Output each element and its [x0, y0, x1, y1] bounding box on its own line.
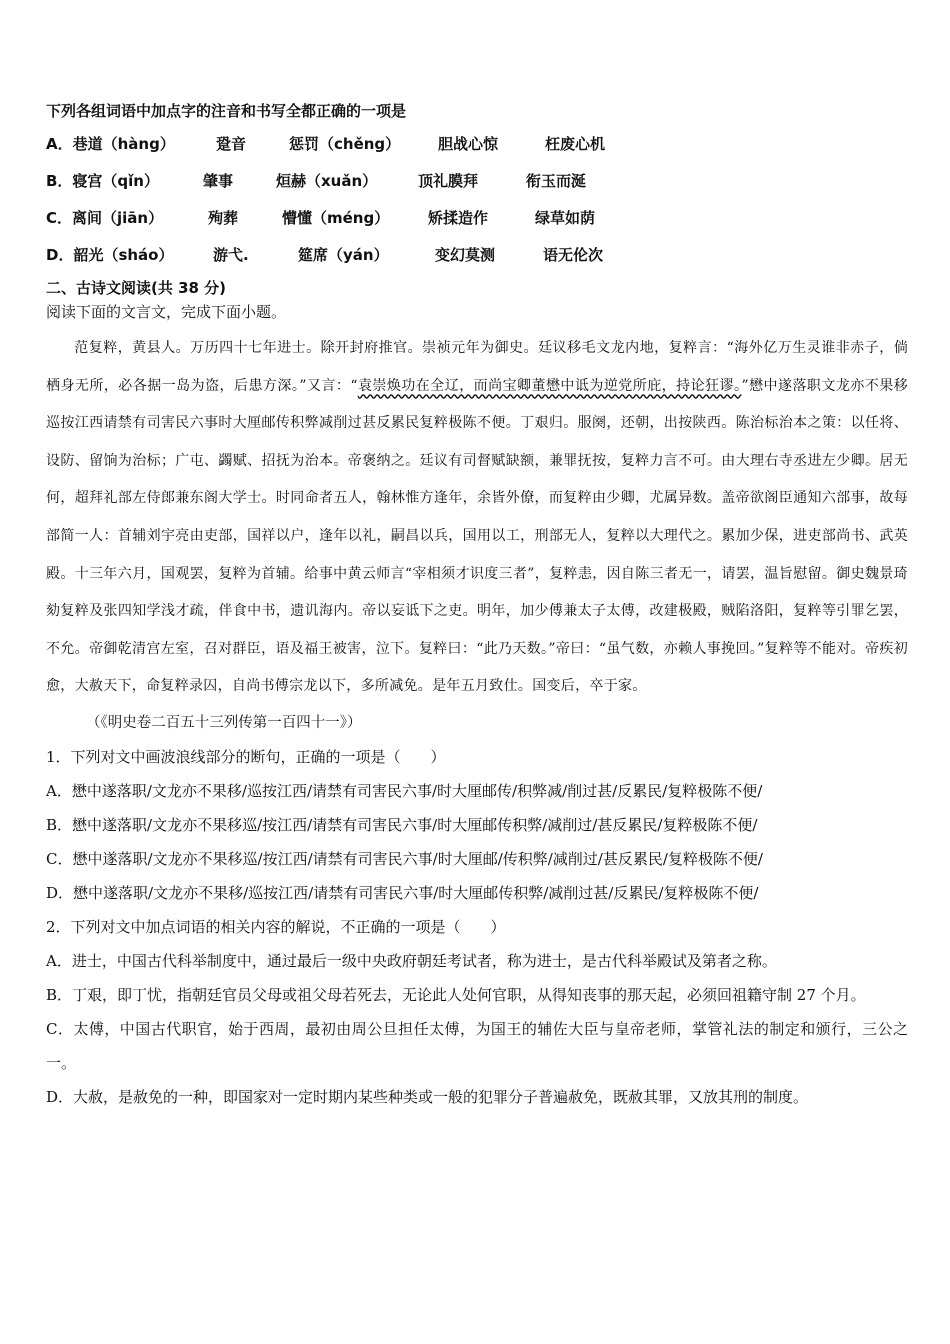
option-c: C．离间（jiān） 殉葬 懵懂（méng） 矫揉造作 绿草如荫	[46, 209, 596, 227]
option-d: D．韶光（sháo） 游弋. 筵席（yán） 变幻莫测 语无伦次	[46, 246, 604, 264]
question-2-choice-c: C．太傅，中国古代职官，始于西周，最初由周公旦担任太傅，为国王的辅佐大臣与皇帝老师，掌管礼法的制定和颁行，三公之一。	[46, 1019, 908, 1072]
question-2	[46, 910, 908, 1114]
question-1-choice-a: A．懋中遂落职/文龙亦不果移/巡按江西/请禁有司害民六事/时大厘邮传/积弊减/削过甚/反累民/复粹极陈不便/	[46, 781, 763, 800]
classical-passage	[46, 330, 908, 706]
question-1-choice-d: D．懋中遂落职/文龙亦不果移/巡按江西/请禁有司害民六事/时大厘邮传积弊/减削过甚/反累民/复粹极陈不便/	[46, 883, 759, 902]
question-2-choice-d: D．大赦，是赦免的一种，即国家对一定时期内某些种类或一般的犯罪分子普遍赦免，既赦其罪，又放其刑的制度。	[46, 1087, 809, 1106]
option-b: B．寝宫（qǐn） 肇事 烜赫（xuǎn） 顶礼膜拜 衔玉而涎	[46, 172, 587, 190]
question-1-stem: 1．下列对文中画波浪线部分的断句，正确的一项是（ ）	[46, 747, 446, 766]
question-1-choice-c: C．懋中遂落职/文龙亦不果移巡/按江西/请禁有司害民六事/时大厘邮/传积弊/减削过/甚反累民/复粹极陈不便/	[46, 849, 763, 868]
option-list	[46, 126, 908, 274]
question-2-stem: 2．下列对文中加点词语的相关内容的解说，不正确的一项是（ ）	[46, 917, 506, 936]
question-intro: 下列各组词语中加点字的注音和书写全都正确的一项是	[46, 102, 407, 120]
passage-source: （《明史卷二百五十三列传第一百四十一》）	[86, 714, 362, 731]
option-a: A．巷道（hàng） 跫音 惩罚（chěng） 胆战心惊 枉废心机	[46, 135, 606, 153]
question-2-choice-a: A．进士，中国古代科举制度中，通过最后一级中央政府朝廷考试者，称为进士，是古代科举殿试及第者之称。	[46, 951, 777, 970]
document-page	[46, 96, 908, 1114]
instruction: 阅读下面的文言文，完成下面小题。	[46, 303, 287, 321]
question-1-choice-b: B．懋中遂落职/文龙亦不果移巡/按江西/请禁有司害民六事/时大厘邮传积弊/减削过/甚反累民/复粹极陈不便/	[46, 815, 758, 834]
question-2-choice-b: B．丁艰，即丁忧，指朝廷官员父母或祖父母若死去，无论此人处何官职，从得知丧事的那天起，必须回祖籍守制 27 个月。	[46, 985, 866, 1004]
passage-text-before: 范复粹，黄县人。万历四十七年进士。除开封府推官。崇祯元年为御史。廷议移毛文龙内地，复粹言：“海外亿万生灵谁非赤子，倘栖身无所，必各据一岛为盗，后患方深。”又言：“	[46, 340, 908, 394]
passage-text-after: ”懋中遂落职文龙亦不果移巡按江西请禁有司害民六事时大厘邮传积弊减削过甚反累民复粹极陈不便。丁艰归。服阕，还朝，出按陕西。陈治标治本之策：以任将、设防、留饷为治标；广屯、蠲赋、招抚为治本。帝褒纳之。廷议有司督赋缺额，兼罪抚按，复粹力言不可。由大理右寺丞进左少卿。居无何，超拜礼部左侍郎兼东阁大学士。时同命者五人，翰林惟方逢年，余皆外僚，而复粹由少卿，尤属异数。盖帝欲阁臣通知六部事，故每部简一人：首辅刘宇亮由吏部，国祥以户，逢年以礼，嗣昌以兵，国用以工，刑部无人，复粹以大理代之。累加少保，进吏部尚书、武英殿。十三年六月，国观罢，复粹为首辅。给事中黄云师言“宰相须才识度三者”，复粹恚，因自陈三者无一，请罢，温旨慰留。御史魏景琦劾复粹及张四知学浅才疏，伴食中书，遗讥海内。帝以妄诋下之吏。明年，加少傅兼太子太傅，改建极殿，贼陷洛阳，复粹等引罪乞罢，不允。帝御乾清宫左室，召对群臣，语及福王被害，泣下。复粹曰：“此乃天数。”帝曰：“虽气数，亦赖人事挽回。”复粹等不能对。帝疾初愈，大赦天下，命复粹录囚，自尚书傅宗龙以下，多所减免。是年五月致仕。国变后，卒于家。	[46, 377, 908, 695]
section-title: 二、古诗文阅读(共 38 分)	[46, 279, 227, 297]
question-1	[46, 740, 908, 910]
passage-underlined: 袁崇焕功在全辽，而尚宝卿董懋中诋为逆党所庇，持论狂谬。	[357, 377, 742, 394]
